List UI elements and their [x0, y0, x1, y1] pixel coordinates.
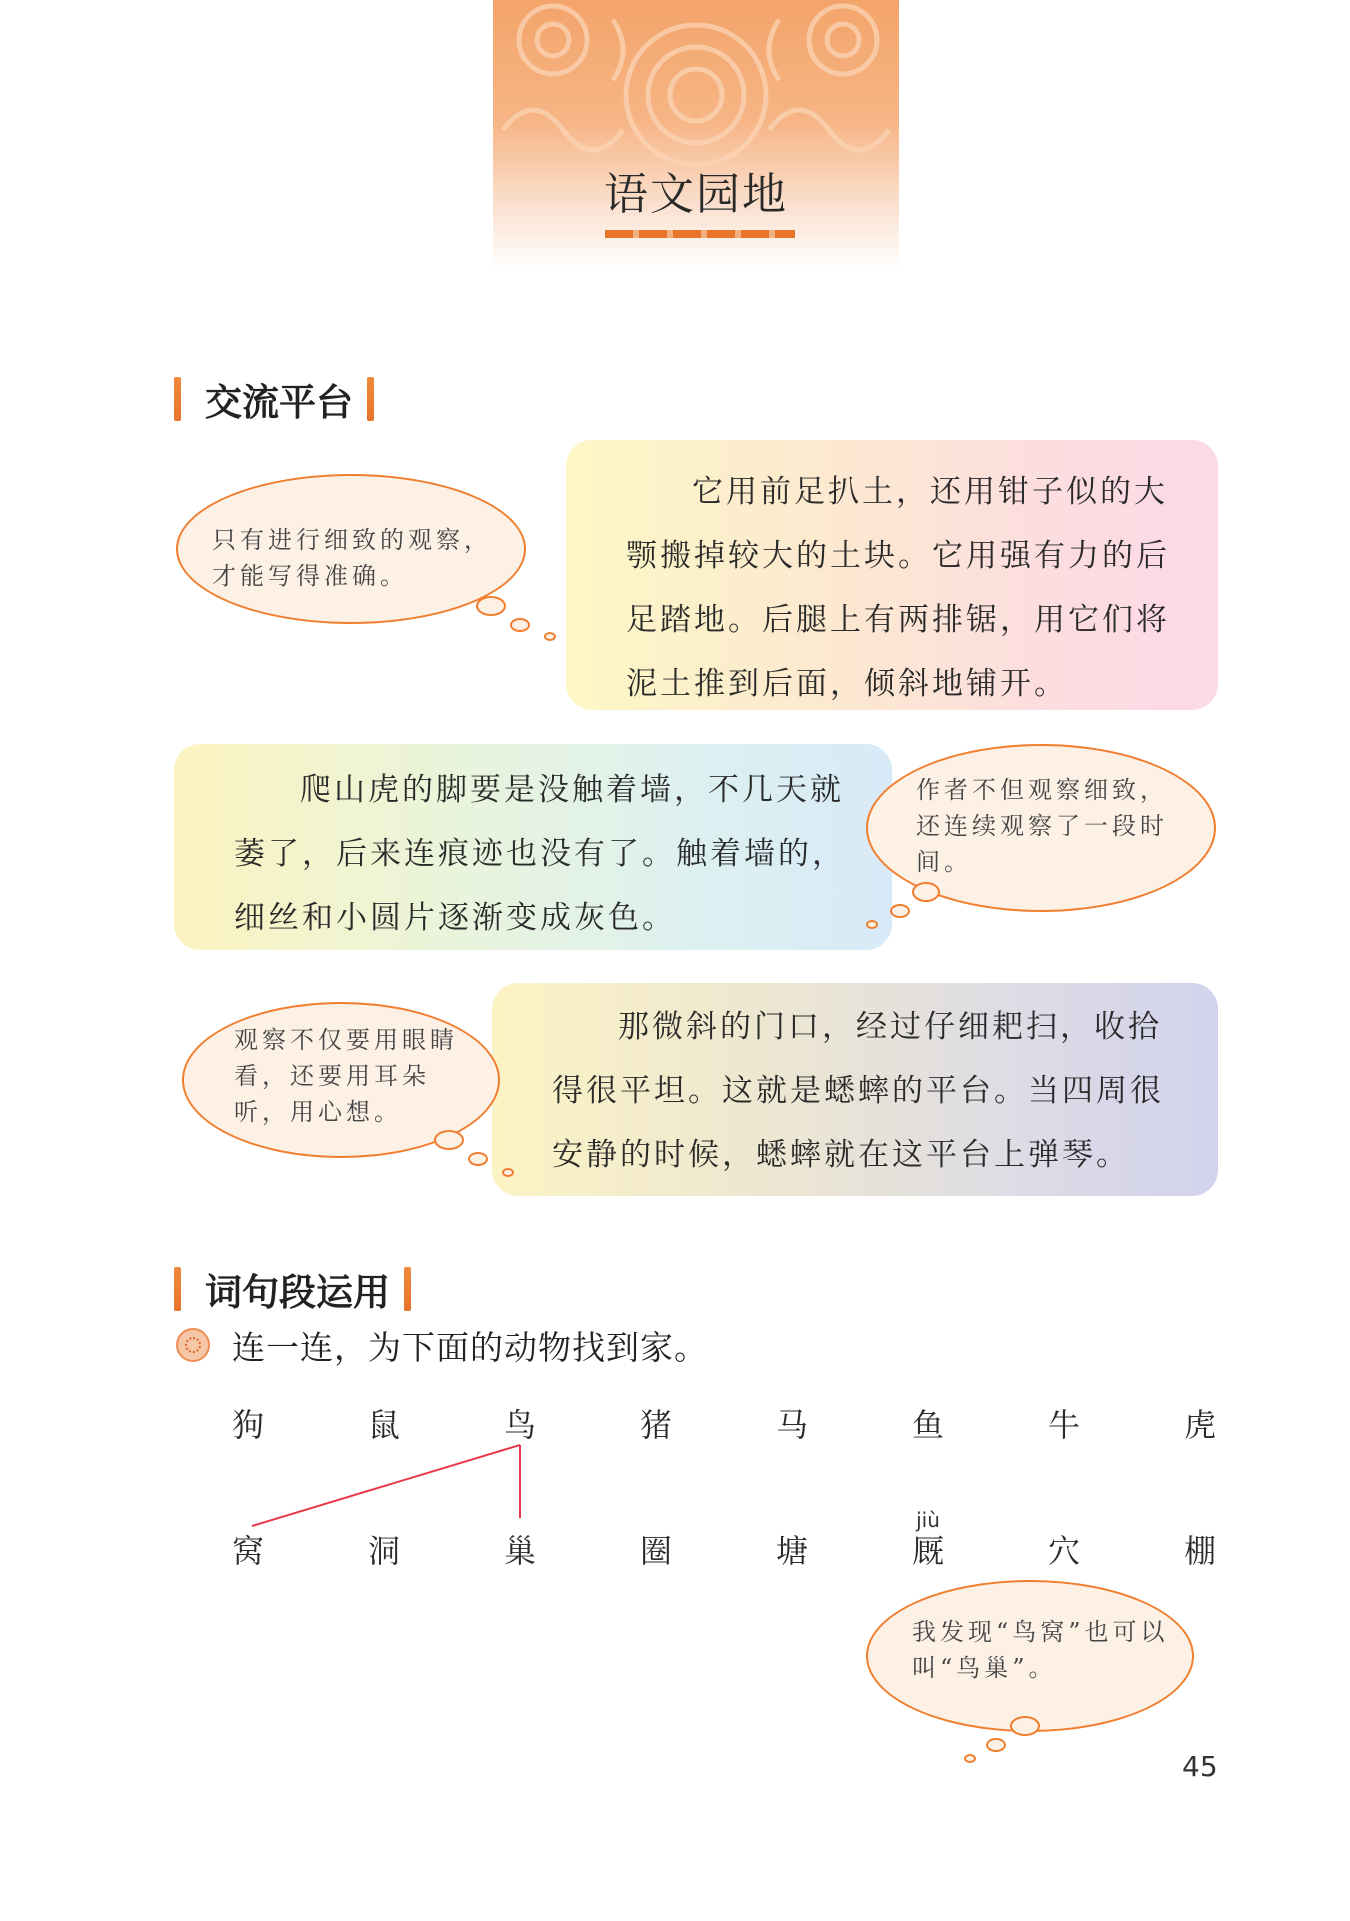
animal-char[interactable]: 虎 [1183, 1406, 1216, 1444]
section-title: 词句段运用 [205, 1271, 390, 1314]
animal-char[interactable]: 马 [775, 1406, 808, 1444]
home-char[interactable]: 洞 [367, 1532, 400, 1570]
home-char[interactable]: 窝 [231, 1532, 264, 1570]
match-line [252, 1445, 520, 1526]
page-title: 语文园地 [604, 169, 788, 220]
passage-box: 爬山虎的脚要是没触着墙，不几天就萎了，后来连痕迹也没有了。触着墙的，细丝和小圆片逐渐变成灰色。 [174, 744, 892, 950]
pinyin-annotation: jiù [916, 1508, 940, 1532]
animal-char[interactable]: 猪 [639, 1406, 672, 1444]
thought-bubble: 只有进行细致的观察，才能写得准确。 [176, 474, 526, 624]
page-number: 45 [1182, 1750, 1218, 1783]
home-char[interactable]: 棚 [1183, 1532, 1216, 1570]
home-char[interactable]: 巢 [503, 1532, 536, 1570]
bubble-dot [1010, 1716, 1040, 1736]
exercise-instruction: 连一连，为下面的动物找到家。 [232, 1328, 708, 1367]
thought-bubble: 作者不但观察细致，还连续观察了一段时间。 [866, 744, 1216, 912]
bubble-dot [964, 1754, 976, 1763]
thought-bubble: 我发现“鸟窝”也可以叫“鸟巢”。 [866, 1580, 1194, 1732]
section-title: 交流平台 [205, 381, 353, 424]
home-char[interactable]: 穴 [1047, 1532, 1080, 1570]
home-char[interactable]: 塘 [775, 1532, 808, 1570]
home-char[interactable]: 厩 [911, 1532, 944, 1570]
bubble-dot [986, 1738, 1006, 1752]
animal-char[interactable]: 鼠 [367, 1406, 400, 1444]
thought-bubble: 观察不仅要用眼睛看，还要用耳朵听，用心想。 [182, 1002, 500, 1158]
animal-char[interactable]: 鸟 [503, 1406, 536, 1444]
animal-char[interactable]: 鱼 [911, 1406, 944, 1444]
animal-char[interactable]: 牛 [1047, 1406, 1080, 1444]
home-char[interactable]: 圈 [639, 1532, 672, 1570]
passage-box: 它用前足扒土，还用钳子似的大颚搬掉较大的土块。它用强有力的后足踏地。后腿上有两排锯，用它们将泥土推到后面，倾斜地铺开。 [566, 440, 1218, 710]
passage-box: 那微斜的门口，经过仔细耙扫，收拾得很平坦。这就是蟋蟀的平台。当四周很安静的时候，蟋蟀就在这平台上弹琴。 [492, 983, 1218, 1196]
animal-char[interactable]: 狗 [231, 1406, 264, 1444]
